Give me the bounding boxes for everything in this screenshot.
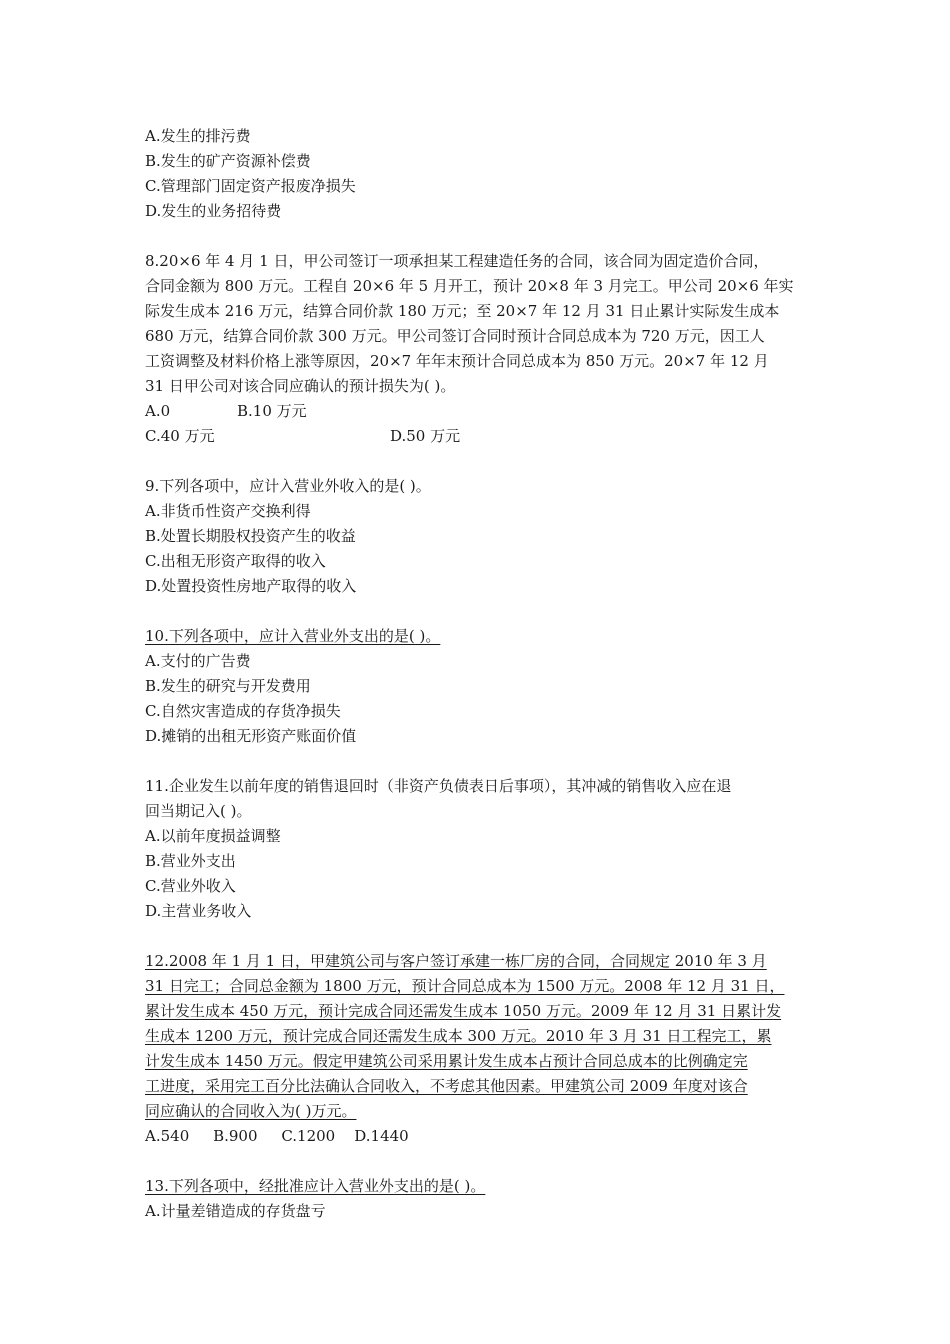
question-stem-line: 累计发生成本 450 万元，预计完成合同还需发生成本 1050 万元。2009 年 12 月 31 日累计发 — [145, 1002, 782, 1020]
option-c: C.自然灾害造成的存货净损失 — [145, 702, 341, 720]
option-c: C.营业外收入 — [145, 877, 236, 895]
option-d: D.发生的业务招待费 — [145, 202, 282, 220]
question-stem: 9.下列各项中，应计入营业外收入的是( )。 — [145, 477, 431, 495]
option-row: A.540 B.900 C.1200 D.1440 — [145, 1127, 409, 1145]
question-stem-line: 工进度，采用完工百分比法确认合同收入，不考虑其他因素。甲建筑公司 2009 年度对该合 — [145, 1077, 748, 1095]
question-9 — [145, 474, 815, 599]
question-10 — [145, 624, 815, 749]
question-stem-line: 31 日完工；合同总金额为 1800 万元，预计合同总成本为 1500 万元。2008 年 12 月 31 日， — [145, 977, 785, 995]
option-d: D.摊销的出租无形资产账面价值 — [145, 727, 357, 745]
option-a: A.非货币性资产交换利得 — [145, 502, 311, 520]
option-c: C.40 万元 — [145, 427, 215, 445]
option-row — [145, 424, 815, 449]
question-13 — [145, 1174, 815, 1224]
question-stem-line: 12.2008 年 1 月 1 日，甲建筑公司与客户签订承建一栋厂房的合同，合同规定 2010 年 3 月 — [145, 952, 767, 970]
question-8 — [145, 249, 815, 449]
option-d: D.50 万元 — [390, 427, 461, 445]
question-stem: 13.下列各项中，经批准应计入营业外支出的是( )。 — [145, 1177, 486, 1195]
question-12 — [145, 949, 815, 1149]
option-b: B.10 万元 — [237, 402, 307, 420]
question-stem-line: 同应确认的合同收入为( )万元。 — [145, 1102, 357, 1120]
option-b: B.处置长期股权投资产生的收益 — [145, 527, 356, 545]
question-stem-line: 680 万元，结算合同价款 300 万元。甲公司签订合同时预计合同总成本为 720 万元，因工人 — [145, 327, 765, 345]
option-a: A.以前年度损益调整 — [145, 827, 281, 845]
question-stem-line: 际发生成本 216 万元，结算合同价款 180 万元；至 20×7 年 12 月 31 日止累计实际发生成本 — [145, 302, 780, 320]
document-page — [145, 124, 815, 1249]
option-a: A.发生的排污费 — [145, 127, 251, 145]
option-b: B.营业外支出 — [145, 852, 236, 870]
question-stem-line: 生成本 1200 万元，预计完成合同还需发生成本 300 万元。2010 年 3 月 31 日工程完工，累 — [145, 1027, 772, 1045]
option-d: D.主营业务收入 — [145, 902, 252, 920]
option-a: A.0 — [145, 402, 171, 420]
question-11 — [145, 774, 815, 924]
question-stem-line: 回当期记入( )。 — [145, 802, 252, 820]
option-b: B.发生的矿产资源补偿费 — [145, 152, 311, 170]
question-stem-line: 11.企业发生以前年度的销售退回时（非资产负债表日后事项），其冲减的销售收入应在退 — [145, 777, 732, 795]
option-d: D.处置投资性房地产取得的收入 — [145, 577, 357, 595]
question-stem-line: 计发生成本 1450 万元。假定甲建筑公司采用累计发生成本占预计合同总成本的比例确定完 — [145, 1052, 748, 1070]
option-c: C.出租无形资产取得的收入 — [145, 552, 326, 570]
question-stem: 10.下列各项中，应计入营业外支出的是( )。 — [145, 627, 441, 645]
option-c: C.管理部门固定资产报废净损失 — [145, 177, 356, 195]
question-stem-line: 8.20×6 年 4 月 1 日，甲公司签订一项承担某工程建造任务的合同，该合同为固定造价合同， — [145, 252, 769, 270]
option-b: B.发生的研究与开发费用 — [145, 677, 311, 695]
option-row — [145, 399, 815, 424]
option-a: A.支付的广告费 — [145, 652, 251, 670]
question-stem-line: 合同金额为 800 万元。工程自 20×6 年 5 月开工，预计 20×8 年 3 月完工。甲公司 20×6 年实 — [145, 277, 794, 295]
question-stem-line: 工资调整及材料价格上涨等原因，20×7 年年末预计合同总成本为 850 万元。20×7 年 12 月 — [145, 352, 769, 370]
option-a: A.计量差错造成的存货盘亏 — [145, 1202, 326, 1220]
question-7-options — [145, 124, 815, 224]
question-stem-line: 31 日甲公司对该合同应确认的预计损失为( )。 — [145, 377, 456, 395]
